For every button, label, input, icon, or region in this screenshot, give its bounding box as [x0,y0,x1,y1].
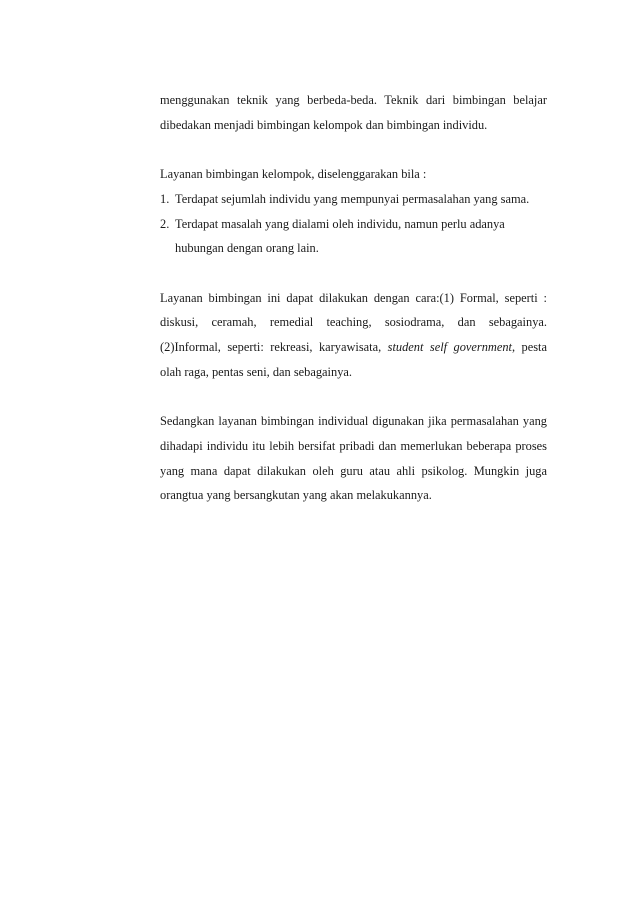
list-text: Terdapat sejumlah individu yang mempunyai permasalahan yang sama. [175,191,530,206]
paragraph-gap [160,261,547,286]
document-body [160,88,547,508]
paragraph-individual: Sedangkan layanan bimbingan individual digunakan jika permasalahan yang dihadapi individu itu lebih bersifat pribadi dan memerlukan beberapa proses yang mana dapat dilakukan oleh guru atau ahli psikolog. Mungkin juga orangtua yang bersangkutan yang akan melakukannya. [160,414,547,503]
paragraph-gap [160,137,547,162]
paragraph-kelompok-intro: Layanan bimbingan kelompok, diselenggarakan bila : [160,167,427,182]
list-item [160,212,547,237]
list-number: 2. [160,216,170,231]
list-item [160,187,547,212]
paragraph-cara-text: Layanan bimbingan ini dapat dilakukan dengan cara:(1) Formal, seperti : diskusi, ceramah, remedial teaching, sosiodrama, dan sebagainya. (2)Informal, seperti: rekreasi, karyawisata, [160,290,547,354]
paragraph-teknik: menggunakan teknik yang berbeda-beda. Teknik dari bimbingan belajar dibedakan menjadi bimbingan kelompok dan bimbingan individu. [160,93,547,132]
paragraph-gap [160,384,547,409]
list-text: Terdapat masalah yang dialami oleh individu, namun perlu adanya [175,216,505,231]
paragraph-cara [160,286,547,385]
list-number: 1. [160,191,170,206]
paragraph-cara-text-end: , pesta olah raga, pentas seni, dan sebagainya. [160,340,548,379]
list-text-continuation: hubungan dengan orang lain. [175,241,319,256]
italic-term: student self government [387,340,513,354]
